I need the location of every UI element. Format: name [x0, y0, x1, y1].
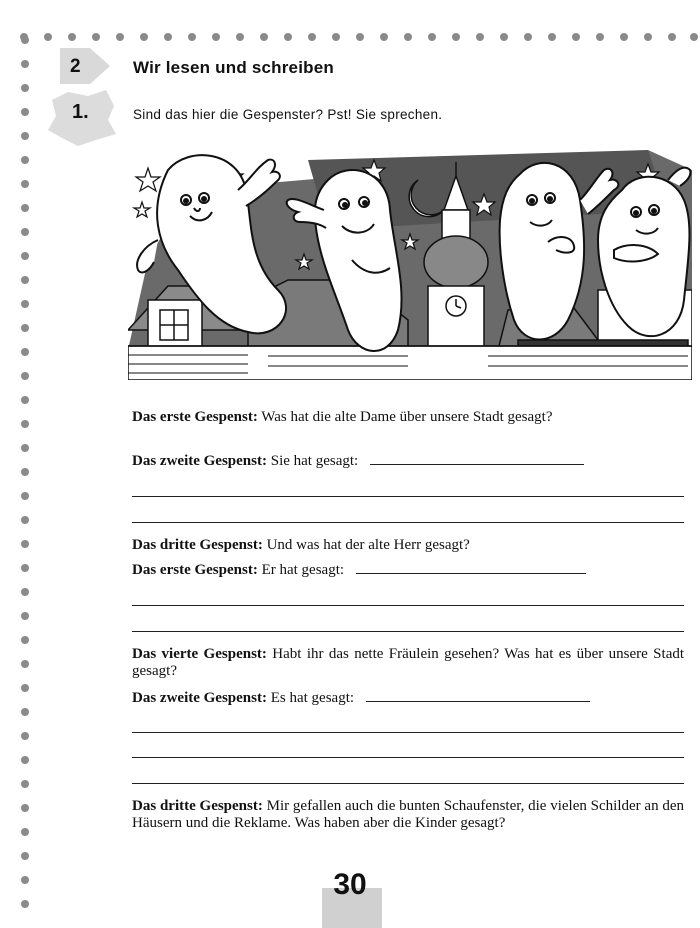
dialog-speaker: Das erste Gespenst: — [132, 409, 258, 425]
dialog-text: Und was hat der alte Herr gesagt? — [266, 537, 470, 553]
answer-line[interactable] — [356, 572, 586, 574]
dialog-speaker: Das vierte Gespenst: — [132, 646, 267, 662]
section-title: Wir lesen und schreiben — [133, 58, 334, 77]
dotted-border-top — [18, 30, 700, 44]
dialog-line-7 — [132, 798, 684, 832]
section-arrow-tag — [60, 44, 110, 88]
answer-line[interactable] — [132, 783, 684, 784]
answer-line[interactable] — [370, 463, 584, 465]
dialog-line-6 — [132, 690, 684, 707]
exercise-number: 1. — [72, 101, 89, 123]
dialog-text: Er hat gesagt: — [261, 562, 345, 578]
dialog-speaker: Das erste Gespenst: — [132, 562, 258, 578]
answer-line[interactable] — [132, 732, 684, 733]
dialog-line-5 — [132, 646, 684, 680]
dialog-text: Sie hat gesagt: — [270, 453, 359, 469]
dialog-speaker: Das zweite Gespenst: — [132, 453, 267, 469]
section-number: 2 — [70, 56, 81, 77]
answer-line[interactable] — [132, 496, 684, 497]
answer-line[interactable] — [132, 605, 684, 606]
dialog-text: Was hat die alte Dame über unsere Stadt gesagt? — [261, 409, 553, 425]
answer-line[interactable] — [132, 631, 684, 632]
dialog-speaker: Das dritte Gespenst: — [132, 537, 263, 553]
dialog-text: Mir gefallen auch die bunten Schaufenster, die vielen Schilder an den Häusern und die Reklame. Was haben aber die Kinder gesagt? — [132, 798, 684, 831]
exercise-instruction: Sind das hier die Gespenster? Pst! Sie sprechen. — [133, 107, 443, 122]
dialog-line-3 — [132, 537, 684, 554]
dialog-line-2 — [132, 453, 684, 470]
answer-line[interactable] — [132, 757, 684, 758]
dialog-text: Es hat gesagt: — [270, 690, 355, 706]
answer-line[interactable] — [132, 522, 684, 523]
dialog-line-4 — [132, 562, 684, 579]
ghosts-over-town-illustration — [128, 150, 692, 380]
dialog-speaker: Das dritte Gespenst: — [132, 798, 263, 814]
dotted-border-left — [18, 30, 32, 910]
page-number: 30 — [333, 868, 367, 901]
dialog-text: Habt ihr das nette Fräulein gesehen? Was hat es über unsere Stadt gesagt? — [132, 646, 685, 679]
dialog-line-1 — [132, 409, 684, 426]
dialog-speaker: Das zweite Gespenst: — [132, 690, 267, 706]
answer-line[interactable] — [366, 700, 590, 702]
